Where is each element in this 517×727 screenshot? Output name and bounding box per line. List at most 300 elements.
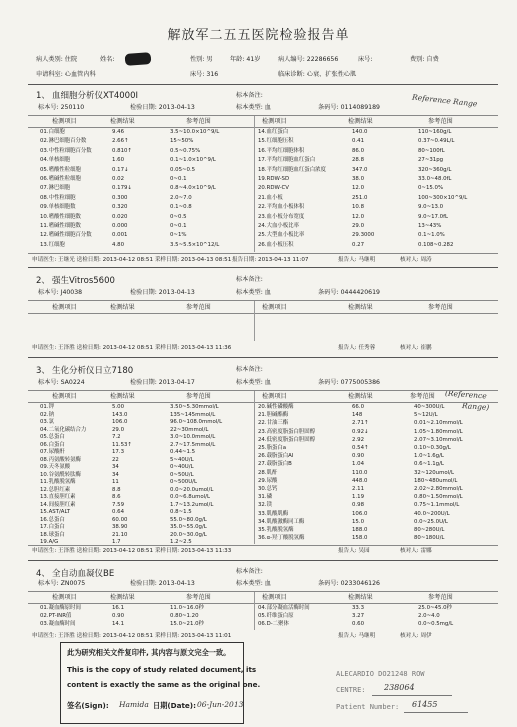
section1-col-item-left: 检测项目 <box>52 118 77 125</box>
section3-left-row-7-col-2: 5~40U/L <box>170 456 194 463</box>
section2-checker: 核对人: 崔鹏 <box>400 345 432 351</box>
section3-left-row-16-col-0: 17.白蛋白 <box>40 524 65 530</box>
section1-sample-no: 标本号: 250110 <box>38 104 85 111</box>
section4-sample-no: 标本号: ZN0075 <box>38 580 86 587</box>
report-title: 解放军二五五医院检验报告单 <box>167 28 350 43</box>
section3-right-row-1-col-1: 148 <box>352 412 363 419</box>
section1-left-row-11-col-1: 0.001 <box>112 232 128 239</box>
section3-right-row-5-col-2: 0.10~0.30g/L <box>414 445 451 451</box>
section3-right-row-5-col-1: 0.54↑ <box>352 445 369 451</box>
section3-exam-date: 检验日期: 2013-04-17 <box>130 379 195 386</box>
patient-number-underline <box>404 712 468 713</box>
section1-right-row-7-col-0: 21.血小板 <box>258 194 283 201</box>
section2-col-item-left: 检测项目 <box>52 304 77 311</box>
section3-right-row-16-col-2: 80~180U/L <box>414 535 445 542</box>
section3-right-row-3-col-2: 1.05~1.80mmol/L <box>414 428 463 435</box>
section3-right-row-1-col-0: 21.胆碱酯酶 <box>258 412 289 419</box>
section1-left-row-2-col-2: 0.5~0.75% <box>170 147 201 154</box>
section1-left-row-6-col-2: 0.8~4.0×10^9/L <box>170 185 216 192</box>
section3-right-row-16-col-1: 158.0 <box>352 535 368 542</box>
section3-left-row-11-col-2: 0.0~20.0umol/L <box>170 486 214 493</box>
section1-left-row-5-col-1: 0.02 <box>112 176 125 182</box>
section1-left-row-7-col-2: 2.0~7.0 <box>170 194 192 201</box>
section3-left-row-2-col-0: 03.氯 <box>40 419 54 425</box>
section1-col-result-right: 检测结果 <box>348 118 373 125</box>
section1-left-row-7-col-0: 08.中性粒细胞 <box>40 194 76 201</box>
section1-left-row-6-col-0: 07.淋巴细胞 <box>40 185 71 192</box>
section1-right-row-7-col-1: 251.0 <box>352 194 368 201</box>
section4-exam-date: 检验日期: 2013-04-13 <box>130 580 195 587</box>
section4-sample-type: 标本类型: 血 <box>236 580 271 587</box>
section1-left-row-1-col-0: 02.淋巴细胞百分数 <box>40 138 87 145</box>
section2-divider <box>28 357 498 358</box>
section4-left-row-0-col-2: 11.0~16.0秒 <box>170 605 204 611</box>
section3-left-row-3-col-2: 22~30mmol/L <box>170 426 209 433</box>
section3-left-row-11-col-1: 8.8 <box>112 486 121 493</box>
section3-left-row-6-col-1: 17.3 <box>112 449 125 455</box>
section3-right-row-7-col-1: 1.04 <box>352 461 365 468</box>
section4-right-row-0-col-1: 33.3 <box>352 605 365 611</box>
section3-right-row-4-col-2: 2.07~3.10mmol/L <box>414 436 463 443</box>
section1-right-row-3-col-0: 17.平均红细胞血红蛋白 <box>258 157 316 164</box>
section1-left-row-7-col-1: 0.300 <box>112 194 128 201</box>
age: 年龄: 41岁 <box>230 56 261 63</box>
section3-left-row-5-col-1: 11.53↑ <box>112 441 132 448</box>
section3-reporter: 报告人: 吴园 <box>338 548 370 554</box>
section3-left-row-4-col-1: 7.2 <box>112 434 121 440</box>
section3-left-row-17-col-2: 20.0~30.0g/L <box>170 531 207 538</box>
section3-right-row-13-col-1: 106.0 <box>352 510 368 517</box>
section3-left-row-10-col-2: 0~500U/L <box>170 479 198 485</box>
section4-left-row-2-col-0: 03.凝血酶时间 <box>40 621 76 627</box>
section3-left-row-3-col-1: 29.0 <box>112 426 125 433</box>
section1-right-row-0-col-2: 110~160g/L <box>418 129 452 135</box>
section4-footer: 申请医生: 王泽胜 送检日期: 2013-04-12 08:51 采样日期: 2013-04-13 11:01 <box>32 633 232 639</box>
section1-index: 1、 <box>36 91 50 101</box>
section2-footer: 申请医生: 王泽胜 送检日期: 2013-04-12 08:51 采样日期: 2013-04-13 11:36 <box>32 345 232 351</box>
section3-right-row-7-col-0: 27.载脂蛋白B <box>258 461 292 468</box>
section4-table-top <box>28 591 498 592</box>
patient-number: 病人编号: 22286656 <box>278 56 339 63</box>
section3-right-row-6-col-2: 1.0~1.6g/L <box>414 453 444 460</box>
section1-right-row-9-col-2: 9.0~17.0fL <box>418 213 448 220</box>
section1-left-row-4-col-1: 0.17↓ <box>112 166 129 173</box>
section2-exam-date: 检验日期: 2013-04-13 <box>130 289 195 296</box>
stamp-date-value: 06-Jun-2013 <box>197 700 244 709</box>
section3-left-row-9-col-1: 34 <box>112 471 119 478</box>
section3-right-row-0-col-1: 66.0 <box>352 404 365 410</box>
gender: 性别: 男 <box>190 56 213 63</box>
section1-left-row-9-col-0: 10.嗜酸性细胞数 <box>40 213 81 220</box>
section3-left-row-13-col-0: 14.间接胆红素 <box>40 501 76 508</box>
section3-right-row-9-col-0: 29.尿酸 <box>258 477 278 484</box>
section3-col-item-left: 检测项目 <box>52 393 77 400</box>
section3-right-row-2-col-2: 0.01~2.10mmol/L <box>414 420 463 427</box>
protocol-stamp-line1: ALECARDIO DO21248 ROW <box>336 670 425 678</box>
section3-right-row-16-col-0: 36.α-羟丁酸脱氢酶 <box>258 535 305 542</box>
section4-right-row-0-col-0: 04.部分凝血活酶时间 <box>258 605 310 611</box>
section3-left-row-13-col-1: 7.59 <box>112 501 125 508</box>
section1-right-row-7-col-2: 100~300×10^9/L <box>418 194 468 201</box>
stamp-sign-label: 签名(Sign): <box>67 701 109 710</box>
section4-title: 全自动血凝仪BE <box>52 569 115 579</box>
section2-col-result-left: 检测结果 <box>110 304 135 311</box>
section4-col-ref-left: 参考范围 <box>186 594 211 601</box>
section3-right-row-15-col-0: 35.乳酸脱氢酶 <box>258 527 294 533</box>
section3-barcode: 条码号: 0775005386 <box>318 379 380 386</box>
section3-left-row-6-col-2: 0.44~1.5 <box>170 449 196 455</box>
section2-col-result-right: 检测结果 <box>348 304 373 311</box>
section3-left-row-1-col-1: 143.0 <box>112 411 128 418</box>
section3-divider <box>28 560 498 561</box>
section1-left-row-12-col-2: 3.5~5.5×10^12/L <box>170 241 220 248</box>
centre-underline <box>372 695 452 696</box>
section1-left-row-3-col-1: 1.60 <box>112 157 125 164</box>
section2-barcode: 条码号: 0444420619 <box>318 289 380 296</box>
section1-right-row-10-col-2: 13~43% <box>418 223 442 229</box>
stamp-line-1: 此为研究相关文件复印件, 其内容与原文完全一致。 <box>67 648 231 657</box>
section3-left-row-0-col-2: 3.50~5.30mmol/L <box>170 404 219 410</box>
section3-left-row-12-col-0: 13.直接胆红素 <box>40 494 76 500</box>
section2-sample-no: 标本号: J40038 <box>38 289 83 296</box>
centre-label: CENTRE: <box>336 686 366 694</box>
section3-left-row-1-col-0: 02.钠 <box>40 411 54 418</box>
section3-left-row-18-col-0: 19.A/G <box>40 539 59 545</box>
section1-left-row-0-col-1: 9.46 <box>112 129 125 135</box>
section1-right-row-5-col-0: 19.RDW-SD <box>258 176 290 182</box>
section1-left-row-10-col-2: 0~0.1 <box>170 223 187 229</box>
section3-table-top <box>28 390 498 391</box>
section1-left-row-3-col-2: 0.1~1.0×10^9/L <box>170 157 216 164</box>
redacted-name <box>125 52 152 66</box>
section3-right-row-8-col-0: 28.肌酐 <box>258 469 278 476</box>
section1-left-row-11-col-0: 12.嗜碱性细胞百分数 <box>40 232 92 239</box>
section1-right-row-3-col-2: 27~31pg <box>418 157 444 164</box>
section3-left-row-8-col-1: 34 <box>112 464 119 470</box>
section2-index: 2、 <box>36 276 50 286</box>
section4-remark: 标本备注: <box>236 568 263 575</box>
section3-right-row-12-col-1: 0.98 <box>352 502 365 509</box>
section1-left-row-1-col-2: 15~50% <box>170 138 194 145</box>
section3-left-row-18-col-1: 1.7 <box>112 539 121 545</box>
section3-right-row-9-col-1: 448.0 <box>352 477 368 484</box>
section3-left-row-12-col-1: 8.6 <box>112 494 121 500</box>
section1-report-date: 报告日期: 2013-04-13 11:07 <box>232 257 309 263</box>
section3-left-row-5-col-2: 2.7~17.5mmol/L <box>170 441 216 448</box>
section4-left-row-1-col-1: 0.90 <box>112 613 125 619</box>
section2-table-top <box>28 300 498 301</box>
section4-right-row-1-col-0: 05.纤维蛋白原 <box>258 613 294 619</box>
section1-right-row-1-col-0: 15.红细胞压积 <box>258 138 294 145</box>
department: 申请科室: 心血管内科 <box>36 71 96 78</box>
section3-footer: 申请医生: 王泽胜 送检日期: 2013-04-12 08:51 采样日期: 2013-04-13 11:33 <box>32 548 232 554</box>
section3-left-row-10-col-1: 11 <box>112 479 119 485</box>
section1-table-top <box>28 115 498 116</box>
section3-right-row-14-col-1: 15.0 <box>352 518 365 525</box>
section1-left-row-1-col-1: 2.66↑ <box>112 138 129 145</box>
section3-left-row-5-col-0: 06.白蛋白 <box>40 441 65 448</box>
section3-right-row-13-col-0: 33.肌酸肌酶 <box>258 510 289 517</box>
section4-barcode: 条码号: 0233046126 <box>318 580 380 587</box>
section1-table-bottom <box>28 253 498 254</box>
section3-column-divider <box>254 391 255 544</box>
section3-col-ref-left: 参考范围 <box>186 393 211 400</box>
stamp-signature: Hamida <box>119 700 149 709</box>
section1-doctor-line: 申请医生: 王继光 送检日期: 2013-04-12 08:51 采样日期: 2013-04-13 08:51 <box>32 257 232 263</box>
section1-right-row-4-col-1: 347.0 <box>352 166 368 173</box>
section1-left-row-0-col-0: 01.白细胞 <box>40 129 65 135</box>
section3-right-row-0-col-2: 40~300U/L <box>414 404 445 410</box>
section3-left-row-13-col-2: 1.7~13.2umol/L <box>170 501 214 508</box>
section3-left-row-18-col-2: 1.2~2.5 <box>170 539 192 545</box>
section1-right-row-0-col-1: 140.0 <box>352 129 368 135</box>
section1-left-row-12-col-1: 4.80 <box>112 241 125 248</box>
section1-left-row-8-col-0: 09.单核细胞数 <box>40 204 76 211</box>
section1-right-row-1-col-1: 0.41 <box>352 138 365 145</box>
section2-col-item-right: 检测项目 <box>262 304 287 311</box>
section1-sample-type: 标本类型: 血 <box>236 104 271 111</box>
section3-left-row-0-col-1: 5.00 <box>112 404 125 410</box>
section2-title: 强生Vitros5600 <box>52 276 115 286</box>
section3-checker: 核对人: 雷娜 <box>400 548 432 554</box>
section3-col-item-right: 检测项目 <box>262 393 287 400</box>
section1-right-row-10-col-0: 24.大血小板比率 <box>258 223 299 229</box>
section1-right-row-11-col-2: 0.1~1.0% <box>418 232 445 239</box>
section3-right-row-10-col-0: 30.总钙 <box>258 486 278 492</box>
section3-left-row-7-col-1: 22 <box>112 456 119 463</box>
stamp-line-3: content is exactly the same as the original one. <box>67 680 261 689</box>
section3-left-row-2-col-2: 96.0~108.0mmol/L <box>170 419 223 425</box>
annotation-reference-range: Reference Range <box>411 92 478 109</box>
section3-right-row-8-col-2: 32~120umol/L <box>414 469 454 476</box>
header-divider <box>28 84 498 85</box>
section1-left-row-8-col-2: 0.1~0.8 <box>170 204 192 211</box>
section1-col-ref-right: 参考范围 <box>428 118 453 125</box>
section3-right-row-4-col-0: 24.低密度脂蛋白胆固醇 <box>258 436 316 443</box>
section3-left-row-16-col-1: 38.90 <box>112 524 128 530</box>
annotation-reference-range-3a: (Reference <box>444 388 487 401</box>
section1-col-result-left: 检测结果 <box>110 118 135 125</box>
section2-col-ref-left: 参考范围 <box>186 304 211 311</box>
section4-checker: 核对人: 周伊 <box>400 633 432 639</box>
section1-left-row-9-col-2: 0~0.5 <box>170 213 187 220</box>
section1-col-item-right: 检测项目 <box>262 118 287 125</box>
section3-index: 3、 <box>36 366 50 376</box>
section3-left-row-14-col-0: 15.AST/ALT <box>40 509 71 515</box>
section4-right-row-1-col-1: 3.27 <box>352 613 365 619</box>
section3-right-row-7-col-2: 0.6~1.1g/L <box>414 461 444 468</box>
section1-column-divider <box>254 116 255 252</box>
section3-right-row-15-col-2: 80~280U/L <box>414 527 445 533</box>
section3-left-row-0-col-0: 01.钾 <box>40 404 54 410</box>
section4-col-ref-right: 参考范围 <box>428 594 453 601</box>
charge-type: 费别: 自费 <box>410 56 439 63</box>
annotation-reference-range-3b: Range) <box>461 401 490 412</box>
section3-right-row-12-col-0: 32.镁 <box>258 502 272 509</box>
section4-right-row-1-col-2: 2.0~4.0 <box>418 613 440 619</box>
section1-right-row-0-col-0: 14.血红蛋白 <box>258 129 289 135</box>
section3-left-row-15-col-0: 16.总蛋白 <box>40 516 65 523</box>
section3-right-row-13-col-2: 40.0~200U/L <box>414 510 450 517</box>
section1-left-row-4-col-0: 05.嗜酸性粒细胞 <box>40 166 81 173</box>
section3-sample-type: 标本类型: 血 <box>236 379 271 386</box>
section3-left-row-2-col-1: 106.0 <box>112 419 128 425</box>
section3-left-row-9-col-2: 0~50U/L <box>170 471 194 478</box>
section3-left-row-16-col-2: 35.0~55.0g/L <box>170 524 207 530</box>
section4-col-item-left: 检测项目 <box>52 594 77 601</box>
section3-left-row-8-col-0: 09.天冬氨酸 <box>40 464 71 470</box>
section1-right-row-5-col-1: 38.0 <box>352 176 365 182</box>
section1-left-row-5-col-0: 06.嗜碱性粒细胞 <box>40 176 81 182</box>
stamp-line-2: This is the copy of study related document, its <box>67 665 257 674</box>
section3-right-row-11-col-2: 0.80~1.50mmol/L <box>414 494 463 501</box>
section1-left-row-6-col-1: 0.179↓ <box>112 185 132 192</box>
section3-left-row-14-col-1: 0.64 <box>112 509 125 515</box>
section3-right-row-10-col-2: 2.02~2.80mmol/L <box>414 486 463 492</box>
section3-col-result-right: 检测结果 <box>348 393 373 400</box>
centre-value: 238064 <box>384 683 415 692</box>
section1-right-row-11-col-0: 25.大型血小板比率 <box>258 232 305 239</box>
section1-right-row-6-col-0: 20.RDW-CV <box>258 185 289 192</box>
section4-left-row-1-col-0: 02.PT-INR值 <box>40 613 72 619</box>
bed-number: 床号: 316 <box>190 71 219 78</box>
section1-title: 血细胞分析仪XT4000I <box>52 91 139 101</box>
section1-checker: 核对人: 周涛 <box>400 257 432 263</box>
section1-remark: 标本备注: <box>236 92 263 99</box>
section3-right-row-6-col-0: 26.载脂蛋白AI <box>258 453 294 460</box>
section4-left-row-0-col-0: 01.凝血酶原时间 <box>40 605 81 611</box>
section3-right-row-11-col-0: 31.磷 <box>258 494 272 501</box>
section3-left-row-4-col-2: 3.0~10.0mmol/L <box>170 434 216 440</box>
section4-right-row-2-col-1: 0.60 <box>352 621 365 627</box>
section1-left-row-12-col-0: 13.红细胞 <box>40 241 65 248</box>
section3-left-row-11-col-0: 12.总胆红素 <box>40 486 71 493</box>
section4-left-row-2-col-2: 15.0~21.0秒 <box>170 621 204 627</box>
section1-right-row-6-col-1: 12.0 <box>352 185 365 192</box>
section3-right-row-2-col-1: 2.71↑ <box>352 420 369 427</box>
section1-left-row-10-col-0: 11.嗜碱性细胞数 <box>40 223 81 229</box>
section4-column-divider <box>254 592 255 630</box>
section3-right-row-9-col-2: 180~480umol/L <box>414 477 458 484</box>
section1-left-row-8-col-1: 0.320 <box>112 204 128 211</box>
section1-left-row-0-col-2: 3.5~10.0×10^9/L <box>170 129 220 135</box>
section4-reporter: 报告人: 马继明 <box>338 633 376 639</box>
section1-right-row-3-col-1: 28.8 <box>352 157 365 164</box>
section4-left-row-1-col-2: 0.80~1.20 <box>170 613 199 619</box>
stamp-date-label: 日期(Date): <box>153 701 196 710</box>
section1-left-row-3-col-0: 04.单核细胞 <box>40 157 71 164</box>
section3-left-row-15-col-1: 60.00 <box>112 516 128 523</box>
section1-barcode: 条码号: 0114089189 <box>318 104 380 111</box>
section3-right-row-0-col-0: 20.碱性磷酸酶 <box>258 404 294 410</box>
section3-table-bottom <box>28 545 498 546</box>
section2-remark: 标本备注: <box>236 276 263 283</box>
section1-right-row-2-col-2: 80~100fL <box>418 147 445 154</box>
section3-right-row-8-col-1: 110.0 <box>352 469 368 476</box>
section3-right-row-6-col-1: 0.90 <box>352 453 365 460</box>
section4-right-row-2-col-2: 0.0~0.5mg/L <box>418 621 454 627</box>
section3-right-row-2-col-0: 22.甘油三酯 <box>258 420 289 427</box>
section1-left-row-11-col-2: 0~1% <box>170 232 187 239</box>
section3-right-row-12-col-2: 0.75~1.1mmol/L <box>414 502 460 509</box>
section1-right-row-4-col-0: 18.平均红细胞血红蛋白浓度 <box>258 166 326 173</box>
section3-left-row-9-col-0: 10.谷氨酰转肽酶 <box>40 471 81 478</box>
section3-right-row-15-col-1: 188.0 <box>352 527 368 533</box>
section1-right-row-5-col-2: 33.0~48.0fL <box>418 176 452 182</box>
section1-right-row-2-col-0: 16.平均红细胞体积 <box>258 147 305 154</box>
section1-right-row-4-col-2: 320~360g/L <box>418 166 452 173</box>
section2-col-ref-right: 参考范围 <box>428 304 453 311</box>
section3-left-row-3-col-0: 04.二氧化碳结合力 <box>40 426 87 433</box>
ward: 床号: <box>358 56 373 63</box>
section4-table-head-divider <box>28 603 498 604</box>
section1-right-row-10-col-1: 29.0 <box>352 223 365 229</box>
section4-left-row-2-col-1: 14.1 <box>112 621 125 627</box>
section3-right-row-14-col-0: 34.肌酸激酶同工酶 <box>258 518 305 525</box>
section1-right-row-12-col-0: 26.血小板压积 <box>258 241 294 248</box>
section3-left-row-12-col-2: 0.0~6.8umol/L <box>170 494 210 500</box>
section3-right-row-14-col-2: 0.0~25.0U/L <box>414 518 448 525</box>
section1-right-row-12-col-1: 0.27 <box>352 241 365 248</box>
certified-copy-stamp <box>60 642 261 724</box>
section2-column-divider <box>254 301 255 341</box>
section1-right-row-9-col-0: 23.血小板分布宽度 <box>258 213 305 220</box>
section3-left-row-15-col-2: 55.0~80.0g/L <box>170 516 207 523</box>
section4-col-result-right: 检测结果 <box>348 594 373 601</box>
section2-table-head-divider <box>28 313 498 314</box>
section1-left-row-9-col-1: 0.020 <box>112 213 128 220</box>
section3-sample-no: 标本号: SA0224 <box>38 379 85 386</box>
section4-index: 4、 <box>36 569 50 579</box>
section3-right-row-4-col-1: 2.92 <box>352 436 365 443</box>
section3-left-row-7-col-0: 08.丙氨酸转氨酶 <box>40 456 81 463</box>
section2-sample-type: 标本类型: 血 <box>236 289 271 296</box>
section3-left-row-1-col-2: 135~145mmol/L <box>170 411 216 418</box>
section3-right-row-5-col-0: 25.脂蛋白a <box>258 445 287 451</box>
patient-number-value: 61455 <box>412 700 438 709</box>
section4-left-row-0-col-1: 16.1 <box>112 605 125 611</box>
section1-exam-date: 检验日期: 2013-04-13 <box>130 104 195 111</box>
section1-right-row-8-col-1: 10.8 <box>352 204 365 211</box>
section1-left-row-5-col-2: 0~0.1 <box>170 176 187 182</box>
section1-left-row-2-col-0: 03.中性粒细胞百分数 <box>40 147 92 154</box>
name-label: 姓名: <box>100 56 115 63</box>
section1-left-row-4-col-2: 0.05~0.5 <box>170 166 196 173</box>
section3-left-row-4-col-0: 05.总蛋白 <box>40 434 65 440</box>
section1-right-row-12-col-2: 0.108~0.282 <box>418 241 454 248</box>
section1-reporter: 报告人: 马继明 <box>338 257 376 263</box>
section1-right-row-8-col-2: 9.0~13.0 <box>418 204 444 211</box>
section3-right-row-10-col-1: 2.11 <box>352 486 365 492</box>
section4-right-row-0-col-2: 25.0~45.0秒 <box>418 605 452 611</box>
section3-right-row-3-col-1: 0.92↓ <box>352 428 369 435</box>
section4-col-item-right: 检测项目 <box>262 594 287 601</box>
section3-col-ref-right: 参考范围 <box>410 393 435 400</box>
section1-right-row-9-col-1: 12.0 <box>352 213 365 220</box>
section1-divider <box>28 267 498 268</box>
section3-title: 生化分析仪日立7180 <box>52 366 134 376</box>
section1-col-ref-left: 参考范围 <box>186 118 211 125</box>
section3-table-head-divider <box>28 402 498 403</box>
section3-col-result-left: 检测结果 <box>110 393 135 400</box>
section3-right-row-3-col-0: 23.高密度脂蛋白胆固醇 <box>258 428 316 435</box>
section1-right-row-2-col-1: 86.0 <box>352 147 365 154</box>
section3-left-row-8-col-2: 0~40U/L <box>170 464 194 470</box>
section3-left-row-10-col-0: 11.乳酸脱氢酶 <box>40 479 76 485</box>
section1-right-row-11-col-1: 29.3000 <box>352 232 375 239</box>
section3-left-row-17-col-0: 18.球蛋白 <box>40 531 65 538</box>
section3-right-row-11-col-1: 1.19 <box>352 494 365 501</box>
